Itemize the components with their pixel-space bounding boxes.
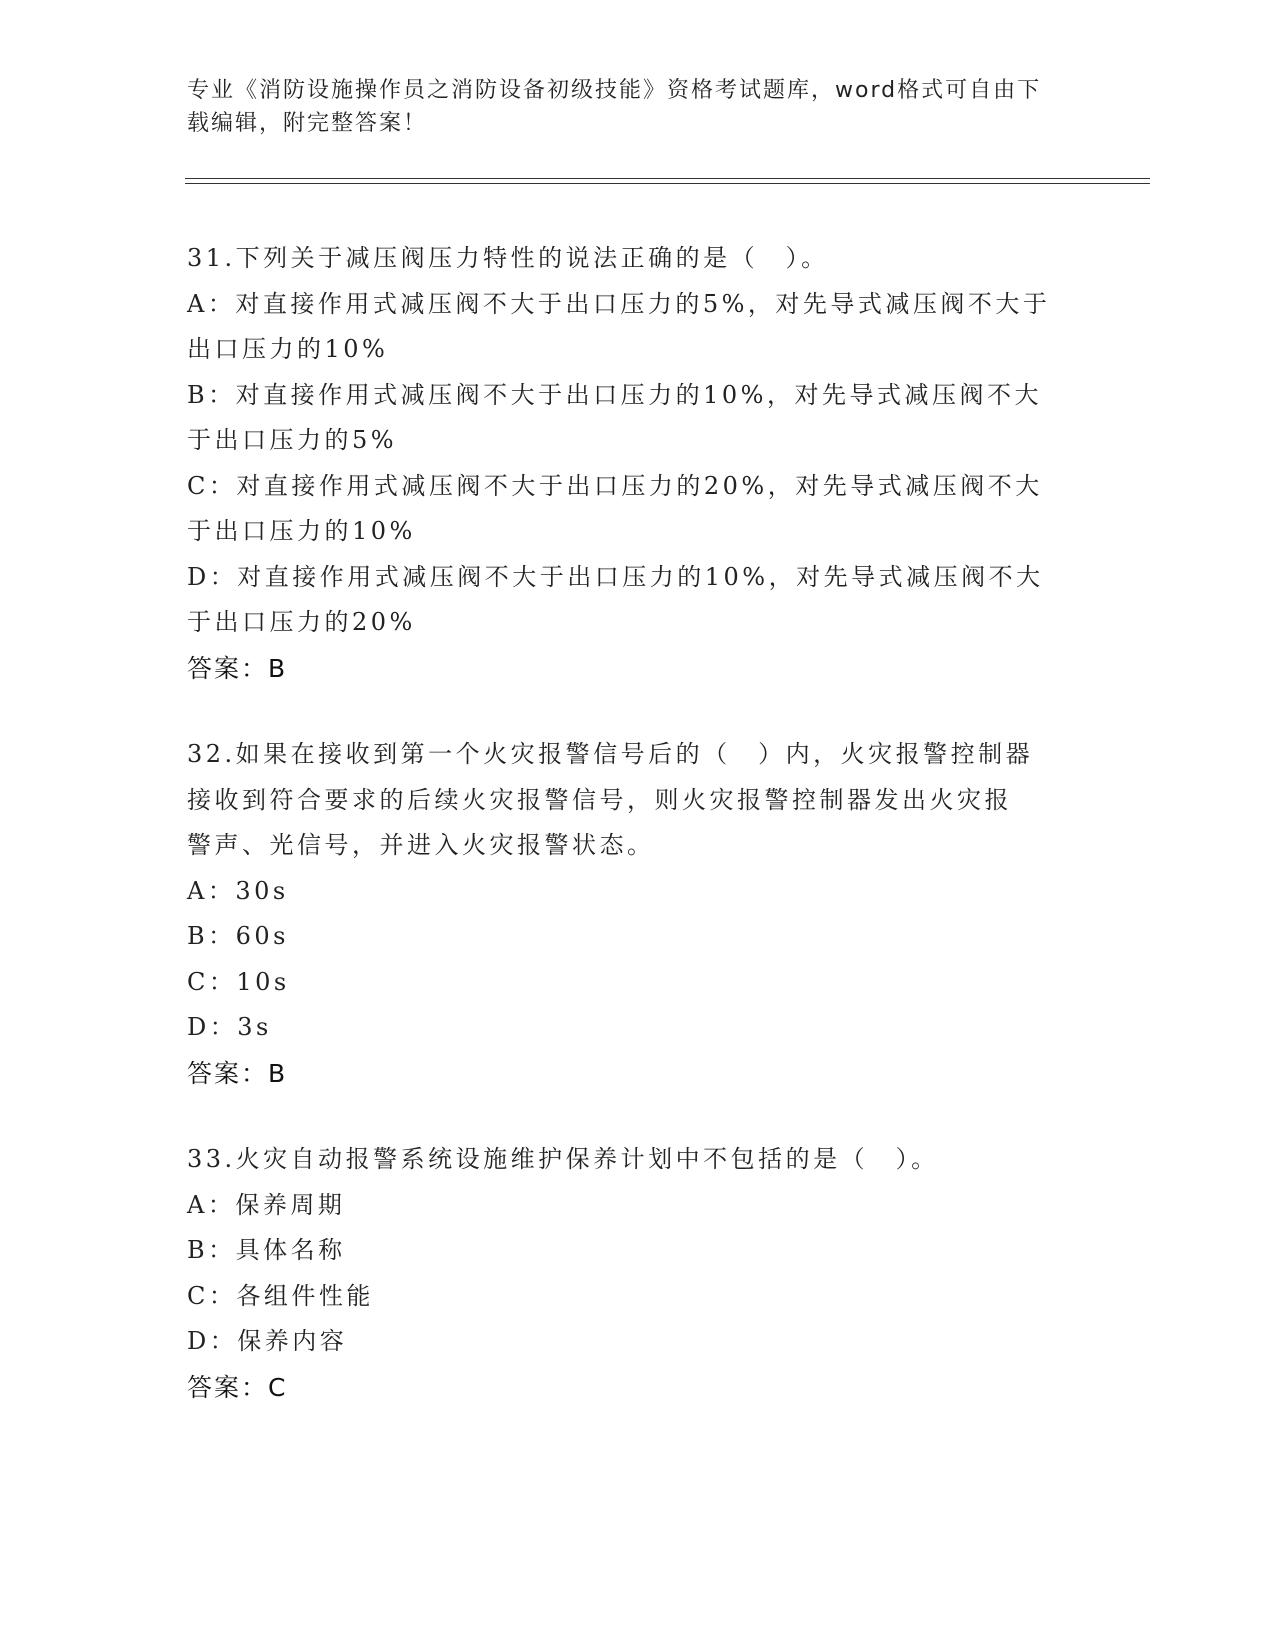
question-33 xyxy=(187,1137,1087,1410)
answer-label: 答案：B xyxy=(187,653,288,683)
option-c xyxy=(187,464,1087,555)
option-b xyxy=(187,373,1087,464)
option-d-line-2: 于出口压力的20% xyxy=(187,608,416,636)
document-header xyxy=(187,74,1067,140)
question-stem-line-2: 接收到符合要求的后续火灾报警信号，则火灾报警控制器发出火灾报 xyxy=(187,785,1012,814)
question-stem-line-3: 警声、光信号，并进入火灾报警状态。 xyxy=(187,831,655,859)
question-stem-line: 31.下列关于减压阀压力特性的说法正确的是（ ）。 xyxy=(187,244,829,272)
option-c-line-2: 于出口压力的10% xyxy=(187,517,416,545)
question-31 xyxy=(187,236,1087,691)
option-d-text: D：3s xyxy=(187,1013,272,1041)
question-32 xyxy=(187,732,1087,1096)
header-line-1: 专业《消防设施操作员之消防设备初级技能》资格考试题库，word格式可自由下 xyxy=(187,78,1042,103)
header-line-2: 载编辑，附完整答案！ xyxy=(187,111,428,136)
question-stem-line: 33.火灾自动报警系统设施维护保养计划中不包括的是（ ）。 xyxy=(187,1145,939,1173)
question-stem xyxy=(187,1137,1087,1183)
header-divider-bottom xyxy=(185,183,1150,184)
question-stem xyxy=(187,732,1087,869)
option-c-line-1: C：对直接作用式减压阀不大于出口压力的20%，对先导式减压阀不大 xyxy=(187,471,1043,500)
option-b-line-2: 于出口压力的5% xyxy=(187,426,398,454)
option-d xyxy=(187,1319,1087,1365)
option-b-line-1: B：对直接作用式减压阀不大于出口压力的10%，对先导式减压阀不大 xyxy=(187,380,1042,409)
option-c-text: C：各组件性能 xyxy=(187,1281,374,1310)
question-stem xyxy=(187,236,1087,282)
header-divider-top xyxy=(185,178,1150,179)
option-c xyxy=(187,1274,1087,1320)
option-d-text: D：保养内容 xyxy=(187,1327,348,1355)
option-c xyxy=(187,960,1087,1006)
option-b-text: B：60s xyxy=(187,922,289,950)
option-b-text: B：具体名称 xyxy=(187,1236,346,1264)
question-stem-line-1: 32.如果在接收到第一个火灾报警信号后的（ ）内，火灾报警控制器 xyxy=(187,740,1034,768)
option-a xyxy=(187,869,1087,915)
option-b xyxy=(187,1228,1087,1274)
option-a xyxy=(187,282,1087,373)
option-a-text: A：30s xyxy=(187,876,289,905)
option-a-line-2: 出口压力的10% xyxy=(187,335,389,363)
option-c-text: C：10s xyxy=(187,967,290,996)
option-a xyxy=(187,1183,1087,1229)
option-d xyxy=(187,1005,1087,1051)
option-d xyxy=(187,555,1087,646)
option-a-text: A：保养周期 xyxy=(187,1190,346,1219)
option-a-line-1: A：对直接作用式减压阀不大于出口压力的5%，对先导式减压阀不大于 xyxy=(187,289,1051,318)
answer-label: 答案：B xyxy=(187,1058,288,1088)
option-d-line-1: D：对直接作用式减压阀不大于出口压力的10%，对先导式减压阀不大 xyxy=(187,562,1044,591)
option-b xyxy=(187,914,1087,960)
question-list xyxy=(187,236,1087,1451)
answer-label: 答案：C xyxy=(187,1372,288,1402)
